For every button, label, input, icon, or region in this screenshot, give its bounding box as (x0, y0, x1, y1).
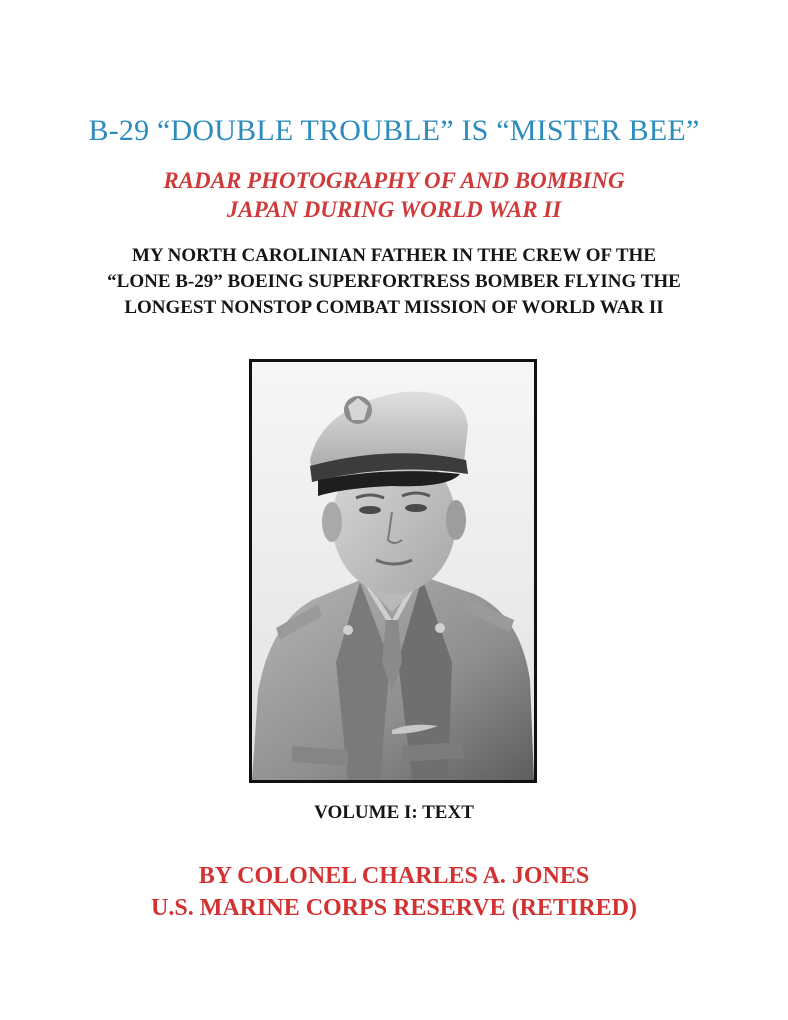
tagline-line-1: MY NORTH CAROLINIAN FATHER IN THE CREW OF THE (131, 245, 656, 266)
portrait-photo (252, 362, 534, 780)
book-title: B-29 “DOUBLE TROUBLE” IS “MISTER BEE” (88, 114, 700, 147)
subtitle-line-1: RADAR PHOTOGRAPHY OF AND BOMBING (163, 168, 625, 193)
volume-label: VOLUME I: TEXT (314, 802, 474, 823)
tagline-line-3: LONGEST NONSTOP COMBAT MISSION OF WORLD WAR II (124, 297, 664, 318)
tagline-line-2: “LONE B-29” BOEING SUPERFORTRESS BOMBER FLYING THE (107, 271, 681, 292)
book-tagline (0, 243, 788, 321)
author-credit (0, 860, 788, 924)
author-line-2: U.S. MARINE CORPS RESERVE (RETIRED) (151, 895, 637, 921)
book-subtitle (0, 166, 788, 224)
subtitle-line-2: JAPAN DURING WORLD WAR II (226, 197, 562, 222)
portrait-photo-frame (249, 359, 537, 783)
author-line-1: BY COLONEL CHARLES A. JONES (198, 863, 590, 889)
